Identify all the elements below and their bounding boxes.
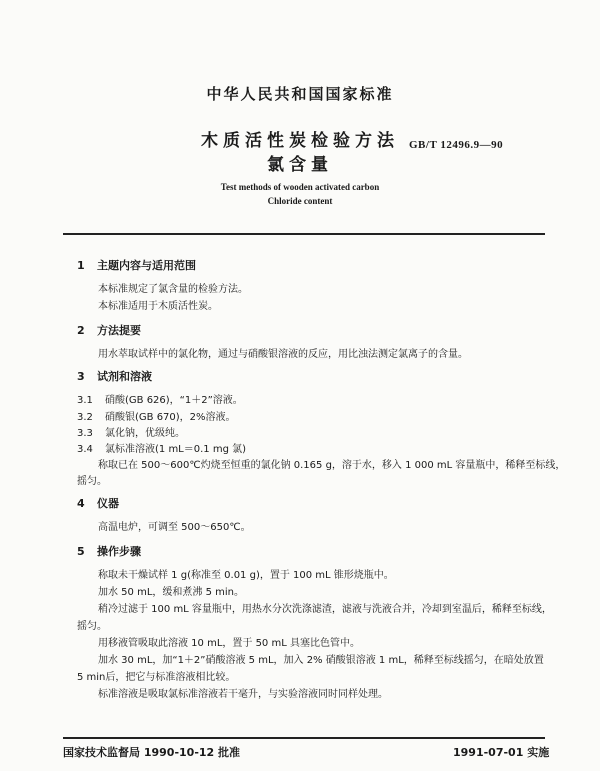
- section-4-title: 仪器: [97, 497, 119, 510]
- section-4-heading: [77, 495, 119, 511]
- national-standard-heading: 中华人民共和国国家标准: [206, 85, 394, 103]
- reagent-item-text: 氯标准溶液(1 mL＝0.1 mg 氯): [105, 444, 247, 455]
- section-2-number: 2: [77, 324, 85, 337]
- section-5-number: 5: [77, 545, 85, 558]
- section-3-number: 3: [77, 370, 85, 383]
- reagent-item-number: 3.1: [77, 395, 93, 406]
- section-5-title: 操作步骤: [97, 545, 141, 558]
- reagent-item-text: 硝酸银(GB 670)，2%溶液。: [105, 412, 236, 423]
- english-title: Test methods of wooden activated carbon: [220, 182, 380, 192]
- reagent-item-number: 3.2: [77, 412, 93, 423]
- reagent-item-text: 氯化钠，优级纯。: [105, 428, 185, 439]
- reagent-item-number: 3.4: [77, 444, 93, 455]
- procedure-line-1: 称取未干燥试样 1 g(称准至 0.01 g)，置于 100 mL 锥形烧瓶中。: [98, 570, 394, 581]
- reagent-item-number: 3.3: [77, 428, 93, 439]
- header-rule: [63, 233, 545, 235]
- section-4-paragraph-1: 高温电炉，可调至 500～650℃。: [98, 522, 251, 533]
- section-3-paragraph-line-1: 称取已在 500～600℃灼烧至恒重的氯化钠 0.165 g，溶于水，移入 1 000 mL 容量瓶中，稀释至标线，: [98, 460, 566, 471]
- reagent-item: [77, 408, 236, 423]
- procedure-line-3: 稍冷过滤于 100 mL 容量瓶中，用热水分次洗涤滤渣，滤液与洗液合并，冷却到室温后，稀释至标线，: [98, 604, 552, 615]
- document-title: 木质活性炭检验方法: [201, 131, 399, 151]
- procedure-line-5: 用移液管吸取此溶液 10 mL，置于 50 mL 具塞比色管中。: [98, 638, 360, 649]
- procedure-line-4: 摇匀。: [77, 621, 107, 632]
- footer-rule: [63, 737, 545, 739]
- reagent-item: [77, 424, 185, 439]
- reagent-item: [77, 391, 243, 406]
- section-1-number: 1: [77, 259, 85, 272]
- section-5-heading: [77, 543, 141, 559]
- procedure-line-8: 标准溶液是吸取氯标准溶液若干毫升，与实验溶液同时同样处理。: [98, 689, 388, 700]
- standard-code: GB/T 12496.9—90: [409, 139, 504, 151]
- section-1-paragraph-2: 本标准适用于木质活性炭。: [98, 301, 218, 312]
- procedure-line-6: 加水 30 mL，加“1＋2”硝酸溶液 5 mL，加入 2% 硝酸银溶液 1 mL，稀释至标线摇匀，在暗处放置: [98, 655, 544, 666]
- section-1-paragraph-1: 本标准规定了氯含量的检验方法。: [98, 284, 248, 295]
- approval-date: 国家技术监督局 1990-10-12 批准: [63, 746, 241, 759]
- reagent-item: [77, 440, 246, 455]
- section-1-title: 主题内容与适用范围: [97, 259, 196, 272]
- english-subtitle: Chloride content: [267, 196, 333, 206]
- section-2-paragraph-1: 用水萃取试样中的氯化物，通过与硝酸银溶液的反应，用比浊法测定氯离子的含量。: [98, 349, 468, 360]
- reagent-item-text: 硝酸(GB 626)，“1＋2”溶液。: [105, 395, 243, 406]
- document-subtitle: 氯含量: [267, 155, 333, 175]
- section-4-number: 4: [77, 497, 85, 510]
- section-3-paragraph-line-2: 摇匀。: [77, 476, 107, 487]
- section-3-title: 试剂和溶液: [97, 370, 152, 383]
- effective-date: 1991-07-01 实施: [453, 746, 550, 759]
- section-2-title: 方法提要: [97, 324, 141, 337]
- procedure-line-7: 5 min后，把它与标准溶液相比较。: [77, 672, 236, 683]
- section-3-heading: [77, 368, 152, 384]
- section-2-heading: [77, 322, 141, 338]
- procedure-line-2: 加水 50 mL，缓和煮沸 5 min。: [98, 587, 244, 598]
- section-1-heading: [77, 257, 196, 273]
